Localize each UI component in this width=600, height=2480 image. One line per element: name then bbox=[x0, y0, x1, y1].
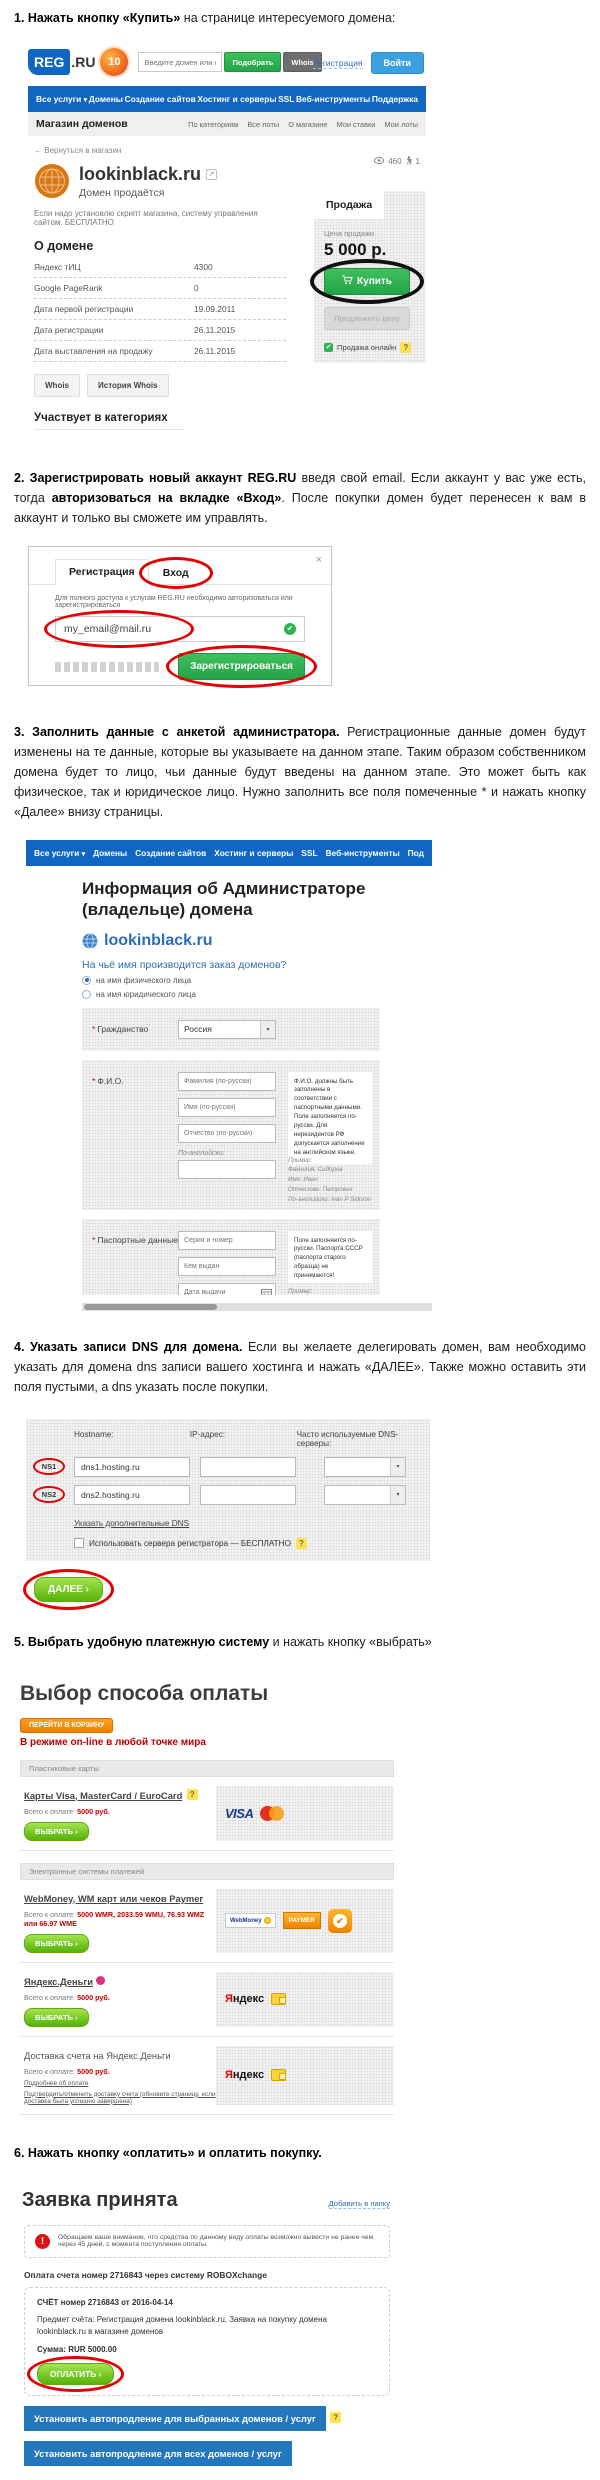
radio-legal-entity[interactable] bbox=[82, 990, 432, 999]
english-name-input[interactable] bbox=[178, 1160, 276, 1179]
login-button[interactable]: Войти bbox=[371, 52, 424, 74]
yandex-logos bbox=[216, 2046, 394, 2105]
person-icon bbox=[406, 156, 412, 167]
next-button-label: ДАЛЕЕ bbox=[48, 1583, 83, 1595]
about-domain-title: О домене bbox=[34, 239, 94, 253]
admin-form-title: Информация об Администраторе (владельце) домена bbox=[82, 879, 366, 920]
checkbox[interactable] bbox=[74, 1538, 84, 1548]
globe-icon bbox=[34, 163, 70, 199]
row-label: Google PageRank bbox=[34, 283, 103, 293]
buy-button-label: Купить bbox=[357, 276, 392, 287]
back-to-shop-link[interactable] bbox=[34, 146, 121, 155]
example-label: Пример: bbox=[288, 1156, 313, 1164]
invoice-payment-line: Оплата счета номер 2716843 через систему ROBOXchange bbox=[24, 2269, 267, 2280]
card-logos bbox=[216, 1786, 394, 1841]
sale-panel bbox=[314, 191, 426, 363]
auth-area bbox=[313, 52, 424, 74]
yandex-logo-ya: Я bbox=[225, 2069, 233, 2081]
globe-icon bbox=[82, 933, 98, 949]
mastercard-logo-icon bbox=[260, 1806, 284, 1821]
valid-check-icon: ✔ bbox=[284, 623, 296, 635]
nav-site-creation[interactable]: Создание сайтов bbox=[135, 848, 207, 858]
radio-icon bbox=[82, 976, 91, 985]
amount-label: Сумма: bbox=[37, 2344, 66, 2354]
help-icon[interactable]: ? bbox=[296, 1538, 307, 1549]
ns2-badge bbox=[36, 1490, 62, 1499]
anniversary-badge-icon: 10 bbox=[100, 48, 128, 76]
shop-subnav bbox=[28, 112, 426, 136]
passport-series-input[interactable] bbox=[178, 1231, 276, 1250]
radio-individual-label: на имя физического лица bbox=[96, 975, 192, 985]
calendar-icon[interactable] bbox=[261, 1286, 272, 1295]
step-1-text bbox=[14, 8, 586, 28]
total-amount: 5000 руб. bbox=[77, 1992, 110, 2002]
whois-header-button[interactable]: Whois bbox=[283, 52, 322, 72]
select-button[interactable] bbox=[24, 2008, 89, 2027]
passport-issuer-input[interactable] bbox=[178, 1257, 276, 1276]
passport-help-text: Поле заполняется по-русски. Паспорта СССР (паспорта старого образца) не принимаются! bbox=[288, 1231, 372, 1283]
webmoney-logo-text: WebMoney bbox=[230, 1917, 262, 1924]
help-icon[interactable]: ? bbox=[400, 342, 411, 353]
step-3-text bbox=[14, 722, 586, 822]
regru-logo[interactable] bbox=[28, 48, 128, 76]
step-5-bold: 5. Выбрать удобную платежную систему bbox=[14, 1634, 270, 1649]
shop-link-about[interactable]: О магазине bbox=[288, 119, 328, 129]
passport-label-text: Паспортные данные bbox=[97, 1234, 178, 1245]
nav-hosting[interactable]: Хостинг и серверы bbox=[197, 94, 277, 104]
payment-title: Выбор способа оплаты bbox=[20, 1681, 269, 1705]
sale-tab[interactable]: Продажа bbox=[314, 191, 384, 219]
arrow-right-icon: › bbox=[75, 1938, 78, 1948]
logo-reg-text: REG bbox=[28, 49, 70, 75]
example-line: По-английски: Ivan P Sidorov bbox=[288, 1196, 372, 1204]
ns1-ip-input[interactable] bbox=[200, 1457, 296, 1477]
next-button[interactable] bbox=[34, 1577, 103, 1602]
row-value: 4300 bbox=[194, 262, 213, 272]
confirm-delivery-link[interactable]: Подтвердить/отменить доставку счета (обновите страницу, если доставка была успешно завершена) bbox=[24, 2090, 216, 2105]
example-line: Фамилия: Сидоров bbox=[288, 1166, 343, 1174]
arrow-right-icon: › bbox=[98, 2368, 102, 2379]
email-value: my_email@mail.ru bbox=[64, 623, 152, 635]
total-amount: 5000 WMR, 2033.59 WMU, 76.93 WMZ или 66.97 WME bbox=[24, 1909, 205, 1928]
row-label: Дата выставления на продажу bbox=[34, 346, 153, 356]
step-2-bold2: авторизоваться на вкладке «Вход» bbox=[51, 491, 282, 505]
dns-row-2 bbox=[36, 1485, 420, 1505]
step-5-text bbox=[14, 1632, 586, 1652]
categories-title: Участвует в категориях bbox=[34, 412, 184, 430]
invoice-title: Заявка принята bbox=[22, 2188, 178, 2211]
amount-value: RUR 5000.00 bbox=[68, 2344, 117, 2354]
arrow-right-icon: › bbox=[75, 2012, 78, 2022]
pay-button[interactable] bbox=[37, 2363, 114, 2385]
citizenship-label-text: Гражданство bbox=[97, 1023, 149, 1034]
warning-text: Обращаем ваше внимание, что средства по данному виду оплаты возможно вывести не ранее чем через 45 дней, с момента поступления оплаты. bbox=[58, 2234, 374, 2248]
payment-item-webmoney bbox=[20, 1880, 394, 1963]
tab-login-label: Вход bbox=[162, 567, 189, 579]
required-mark: * bbox=[92, 1023, 96, 1034]
row-value: 26.11.2015 bbox=[194, 325, 236, 335]
fio-example bbox=[288, 1156, 371, 1206]
screenshot-dns-form bbox=[26, 1419, 430, 1602]
buy-button[interactable] bbox=[324, 268, 410, 295]
wallet-icon bbox=[271, 2069, 286, 2081]
ns2-ip-input[interactable] bbox=[200, 1485, 296, 1505]
price-label: Цена продажи bbox=[324, 229, 375, 238]
total-label: Всего к оплате: bbox=[24, 2066, 76, 2076]
nav-ssl[interactable]: SSL bbox=[278, 94, 295, 104]
lastname-input[interactable] bbox=[178, 1072, 276, 1091]
domain-name: lookinblack.ru bbox=[79, 163, 202, 184]
ns1-label: NS1 bbox=[41, 1462, 57, 1471]
firstname-input[interactable] bbox=[178, 1098, 276, 1117]
passport-example-label: Пример: bbox=[288, 1287, 313, 1295]
radio-icon bbox=[82, 990, 91, 999]
total-label: Всего к оплате: bbox=[24, 1909, 76, 1919]
select-button[interactable] bbox=[24, 1934, 89, 1953]
yandex-logo-rest: ндекс bbox=[232, 2069, 265, 2081]
yandex-money-badge-icon bbox=[96, 1976, 105, 1985]
wallet-icon bbox=[271, 1993, 286, 2005]
chevron-down-icon: ▾ bbox=[390, 1458, 405, 1476]
help-icon[interactable]: ? bbox=[330, 2412, 341, 2423]
logo-ru-text: .RU bbox=[71, 54, 96, 70]
online-note: В режиме on-line в любой точке мира bbox=[20, 1736, 206, 1748]
shop-title: Магазин доменов bbox=[36, 118, 128, 130]
select-button[interactable] bbox=[24, 1822, 89, 1841]
domain-search bbox=[138, 52, 321, 72]
step-2-text1: введя свой email. Если аккаунт у вас уже есть, тогда bbox=[14, 471, 587, 505]
payment-item-cards bbox=[20, 1777, 394, 1851]
common-dns-column-label: Часто используемые DNS-серверы: bbox=[296, 1429, 399, 1448]
payment-item-yandex-invoice bbox=[20, 2037, 394, 2115]
select-button-label: ВЫБРАТЬ bbox=[35, 1938, 73, 1948]
use-registrar-dns-row bbox=[74, 1538, 420, 1549]
yandex-money-payment-link[interactable]: Яндекс.Деньги bbox=[24, 1975, 94, 1987]
modal-info-text: Для полного доступа к услугам REG.RU необходимо авторизоваться или зарегистрироваться bbox=[55, 595, 293, 609]
whois-button[interactable]: Whois bbox=[34, 374, 80, 397]
step-2-bold1: 2. Зарегистрировать новый аккаунт REG.RU bbox=[14, 471, 297, 485]
ip-column-label: IP-адрес: bbox=[189, 1429, 226, 1439]
shop-link-my-bids[interactable]: Мои ставки bbox=[336, 119, 376, 129]
order-name-question: На чьё имя производится заказ доменов? bbox=[82, 958, 287, 971]
shop-link-my-lots[interactable]: Мои лоты bbox=[384, 119, 418, 129]
autorenew-selected-button[interactable]: Установить автопродление для выбранных доменов / услуг bbox=[24, 2406, 326, 2431]
table-row bbox=[34, 320, 286, 341]
hostname-column-label: Hostname: bbox=[74, 1429, 114, 1439]
webmoney-payment-link[interactable]: WebMoney, WM карт или чеков Paymer bbox=[24, 1892, 204, 1904]
use-registrar-dns-label: Использовать сервера регистратора — БЕСПЛАТНО bbox=[89, 1538, 291, 1548]
step-3-rest: Регистрационные данные домен будут изменены на те данные, которые вы указываете на данном этапе. Таким образом собственником домена будет то лицо, чьи данные будут введены на данном этапе. Это может быть как физическое, так и юридическое лицо. Нужно заполнить все поля помеченные * и нажать кнопку «Далее» внизу страницы. bbox=[14, 725, 586, 819]
step-4-text bbox=[14, 1337, 586, 1397]
step-3-bold: 3. Заполнить данные с анкетой администратора. bbox=[14, 725, 340, 739]
example-line: Имя: Иван bbox=[288, 1176, 318, 1184]
nav-support[interactable]: Поддержка bbox=[371, 94, 418, 104]
english-label: По-английски: bbox=[178, 1149, 225, 1157]
email-field[interactable] bbox=[55, 616, 305, 642]
registration-link[interactable]: Регистрация bbox=[312, 57, 363, 68]
verified-badge-icon bbox=[328, 1909, 352, 1933]
autorenew-all-button[interactable]: Установить автопродление для всех доменов / услуг bbox=[24, 2441, 292, 2466]
ns2-common-select[interactable] bbox=[324, 1485, 406, 1505]
nav-site-creation[interactable]: Создание сайтов bbox=[124, 94, 196, 104]
visa-logo-icon: VISA bbox=[225, 1805, 254, 1821]
step-4-bold: 4. Указать записи DNS для домена. bbox=[14, 1339, 243, 1354]
section-plastic-cards: Пластиковые карты bbox=[20, 1760, 394, 1777]
tab-login[interactable] bbox=[149, 561, 203, 585]
screenshot-domain-page bbox=[28, 38, 426, 434]
nav-all-services-label: Все услуги bbox=[36, 94, 82, 104]
passport-box bbox=[82, 1219, 380, 1295]
cards-payment-link[interactable]: Карты Visa, MasterCard / EuroCard bbox=[24, 1789, 183, 1801]
required-mark: * bbox=[92, 1234, 96, 1245]
add-dns-link[interactable]: Указать дополнительные DNS bbox=[74, 1518, 189, 1528]
yandex-logo-ya: Я bbox=[225, 1993, 233, 2005]
views-count: 460 bbox=[388, 157, 402, 166]
tab-registration[interactable]: Регистрация bbox=[55, 559, 149, 585]
shop-subnav-links bbox=[188, 120, 418, 129]
nav-domains[interactable]: Домены bbox=[93, 848, 128, 858]
domain-search-input[interactable] bbox=[138, 52, 222, 72]
citizenship-select[interactable] bbox=[178, 1020, 276, 1039]
fio-label-text: Ф.И.О. bbox=[97, 1075, 124, 1086]
citizenship-box bbox=[82, 1008, 380, 1051]
back-arrow-icon: ← bbox=[34, 146, 42, 155]
ns2-label: NS2 bbox=[41, 1490, 57, 1499]
invoice-box bbox=[24, 2287, 390, 2396]
offer-price-button[interactable]: Предложить цену bbox=[324, 307, 410, 330]
horizontal-scrollbar[interactable] bbox=[82, 1303, 432, 1311]
table-row bbox=[34, 257, 286, 278]
radio-individual[interactable] bbox=[82, 976, 432, 985]
yandex-logo-rest: ндекс bbox=[232, 1993, 265, 2005]
fio-label bbox=[92, 1072, 178, 1186]
row-value: 0 bbox=[194, 283, 199, 293]
ns1-badge bbox=[36, 1462, 62, 1471]
nav-web-tools[interactable]: Веб-инструменты bbox=[296, 94, 371, 104]
domain-name: lookinblack.ru bbox=[104, 931, 213, 949]
row-value: 26.11.2015 bbox=[194, 346, 236, 356]
external-link-icon[interactable]: ↗ bbox=[206, 169, 217, 180]
step-4-rest: Если вы желаете делегировать домен, вам необходимо указать для домена dns записи вашего хостинга и нажать «ДАЛЕЕ». Также можно оставить эти поля пустыми, а dns указать после покупки. bbox=[14, 1339, 586, 1394]
webmoney-logo-icon bbox=[225, 1913, 276, 1928]
yandex-logo-icon bbox=[225, 2069, 264, 2081]
example-line: Отчество: Петрович bbox=[288, 1186, 353, 1194]
whois-buttons bbox=[34, 374, 426, 397]
online-sale-label: Продажа онлайн bbox=[337, 343, 397, 352]
invoice-number-line: СЧЁТ номер 2716843 от 2016-04-14 bbox=[37, 2297, 173, 2307]
step-1-bold: 1. Нажать кнопку «Купить» bbox=[14, 11, 181, 25]
back-to-shop-label: Вернуться в магазин bbox=[44, 146, 122, 155]
step-5-rest: и нажать кнопку «выбрать» bbox=[269, 1634, 432, 1649]
add-to-folder-link[interactable]: Добавить в папку bbox=[328, 2198, 390, 2208]
register-button[interactable]: Зарегистрироваться bbox=[178, 653, 305, 680]
domain-stats bbox=[374, 156, 420, 167]
citizenship-label bbox=[92, 1020, 178, 1039]
domain-status: Домен продаётся bbox=[79, 186, 165, 199]
chevron-down-icon: ▾ bbox=[81, 851, 86, 858]
help-icon[interactable]: ? bbox=[187, 1789, 198, 1800]
total-amount: 5000 руб. bbox=[77, 1806, 110, 1816]
table-row bbox=[34, 299, 286, 320]
eye-icon bbox=[374, 157, 384, 166]
paymer-logo-icon: PAYMER bbox=[283, 1912, 321, 1929]
check-icon: ✔ bbox=[325, 344, 332, 351]
table-row bbox=[34, 278, 286, 299]
fio-box bbox=[82, 1060, 380, 1210]
dns-row-1 bbox=[36, 1457, 420, 1477]
invoice-amount-line bbox=[37, 2345, 377, 2354]
ns1-hostname-input[interactable]: dns1.hosting.ru bbox=[74, 1457, 190, 1477]
nav-all-services[interactable] bbox=[36, 94, 87, 104]
total-amount: 5000 руб. bbox=[77, 2066, 110, 2076]
section-electronic-payments: Электронные системы платежей bbox=[20, 1863, 394, 1880]
nav-all-services[interactable] bbox=[34, 848, 85, 858]
arrow-right-icon: › bbox=[75, 1826, 78, 1836]
modal-tabs bbox=[55, 559, 331, 585]
main-nav bbox=[26, 840, 432, 866]
shop-link-categories[interactable]: По категориям bbox=[188, 119, 239, 129]
row-value: 19.09.2011 bbox=[194, 304, 236, 314]
pick-domain-button[interactable]: Подобрать bbox=[224, 52, 281, 72]
row-label: Дата первой регистрации bbox=[34, 304, 134, 314]
chevron-down-icon: ▾ bbox=[83, 97, 88, 104]
warning-icon: ! bbox=[35, 2234, 50, 2249]
nav-hosting[interactable]: Хостинг и серверы bbox=[214, 848, 294, 858]
step-1-rest: на странице интересуемого домена: bbox=[180, 11, 396, 25]
webmoney-logos bbox=[216, 1889, 394, 1953]
step-2-text bbox=[14, 468, 586, 528]
row-label: Дата регистрации bbox=[34, 325, 104, 335]
ns2-hostname-input[interactable]: dns2.hosting.ru bbox=[74, 1485, 190, 1505]
warning-box bbox=[24, 2225, 390, 2258]
step-2-text2: . После покупки домен будет перенесен к вам в аккаунт и только вы сможете им управлять. bbox=[14, 491, 587, 525]
step-6-text bbox=[14, 2143, 586, 2163]
required-mark: * bbox=[92, 1075, 96, 1086]
social-login-icons[interactable] bbox=[55, 662, 159, 672]
go-to-cart-button[interactable]: ПЕРЕЙТИ В КОРЗИНУ bbox=[20, 1718, 113, 1733]
total-label: Всего к оплате: bbox=[24, 1992, 76, 2002]
payment-item-yandex-money bbox=[20, 1963, 394, 2037]
arrow-right-icon: › bbox=[85, 1583, 89, 1595]
passport-label bbox=[92, 1231, 178, 1295]
invoice-subject-line: Предмет счёта: Регистрация домена lookinblack.ru. Заявка на покупку домена lookinblack.ru в магазине доменов bbox=[37, 2314, 327, 2336]
seller-note: Если надо установлю скрипт магазина, систему управления сайтом. БЕСПЛАТНО bbox=[34, 209, 258, 227]
radio-legal-entity-label: на имя юридического лица bbox=[96, 989, 196, 999]
select-button-label: ВЫБРАТЬ bbox=[35, 2012, 73, 2022]
watchers-count: 1 bbox=[415, 157, 420, 166]
nav-all-services-label: Все услуги bbox=[34, 848, 80, 858]
payment-details-link[interactable]: Подробнее об оплате bbox=[24, 2079, 89, 2087]
pay-button-label: ОПЛАТИТЬ bbox=[50, 2368, 97, 2379]
nav-domains[interactable]: Домены bbox=[88, 94, 123, 104]
domain-detail bbox=[28, 136, 426, 434]
screenshot-registration-modal bbox=[28, 546, 332, 686]
domain-info-table bbox=[34, 257, 286, 362]
yandex-logos bbox=[216, 1972, 394, 2027]
yandex-invoice-title: Доставка счета на Яндекс.Деньги bbox=[24, 2049, 171, 2061]
regru-header bbox=[28, 38, 426, 86]
whois-history-button[interactable]: История Whois bbox=[87, 374, 169, 397]
patronymic-input[interactable] bbox=[178, 1124, 276, 1143]
screenshot-admin-form bbox=[26, 840, 432, 1311]
yandex-logo-icon bbox=[225, 1993, 264, 2005]
nav-web-tools[interactable]: Веб-инструменты bbox=[325, 848, 400, 858]
step-6-bold: 6. Нажать кнопку «оплатить» и оплатить покупку. bbox=[14, 2145, 322, 2160]
sale-price: 5 000 р. bbox=[324, 240, 387, 259]
chevron-down-icon: ▾ bbox=[390, 1486, 405, 1504]
row-label: Яндекс тИЦ bbox=[34, 262, 81, 272]
table-row bbox=[34, 341, 286, 362]
screenshot-payment-selection bbox=[12, 1682, 588, 2115]
ns1-common-select[interactable] bbox=[324, 1457, 406, 1477]
check-icon: ✔ bbox=[333, 1914, 347, 1928]
select-button-label: ВЫБРАТЬ bbox=[35, 1826, 73, 1836]
total-label: Всего к оплате: bbox=[24, 1806, 76, 1816]
cart-icon bbox=[342, 275, 353, 288]
main-nav bbox=[28, 86, 426, 112]
chevron-down-icon: ▾ bbox=[260, 1021, 275, 1038]
close-icon[interactable]: × bbox=[315, 554, 322, 566]
screenshot-invoice bbox=[12, 2189, 588, 2466]
citizenship-value: Россия bbox=[184, 1024, 212, 1034]
fio-help-text: Ф.И.О. должны быть заполнены в соответствии с паспортными данными. Поле заполняется по-русски. Для нерезидентов РФ допускается заполнение на английском языке. bbox=[288, 1072, 372, 1165]
nav-support[interactable]: Под bbox=[407, 848, 424, 858]
nav-ssl[interactable]: SSL bbox=[301, 848, 318, 858]
shop-link-all-lots[interactable]: Все лоты bbox=[247, 119, 280, 129]
